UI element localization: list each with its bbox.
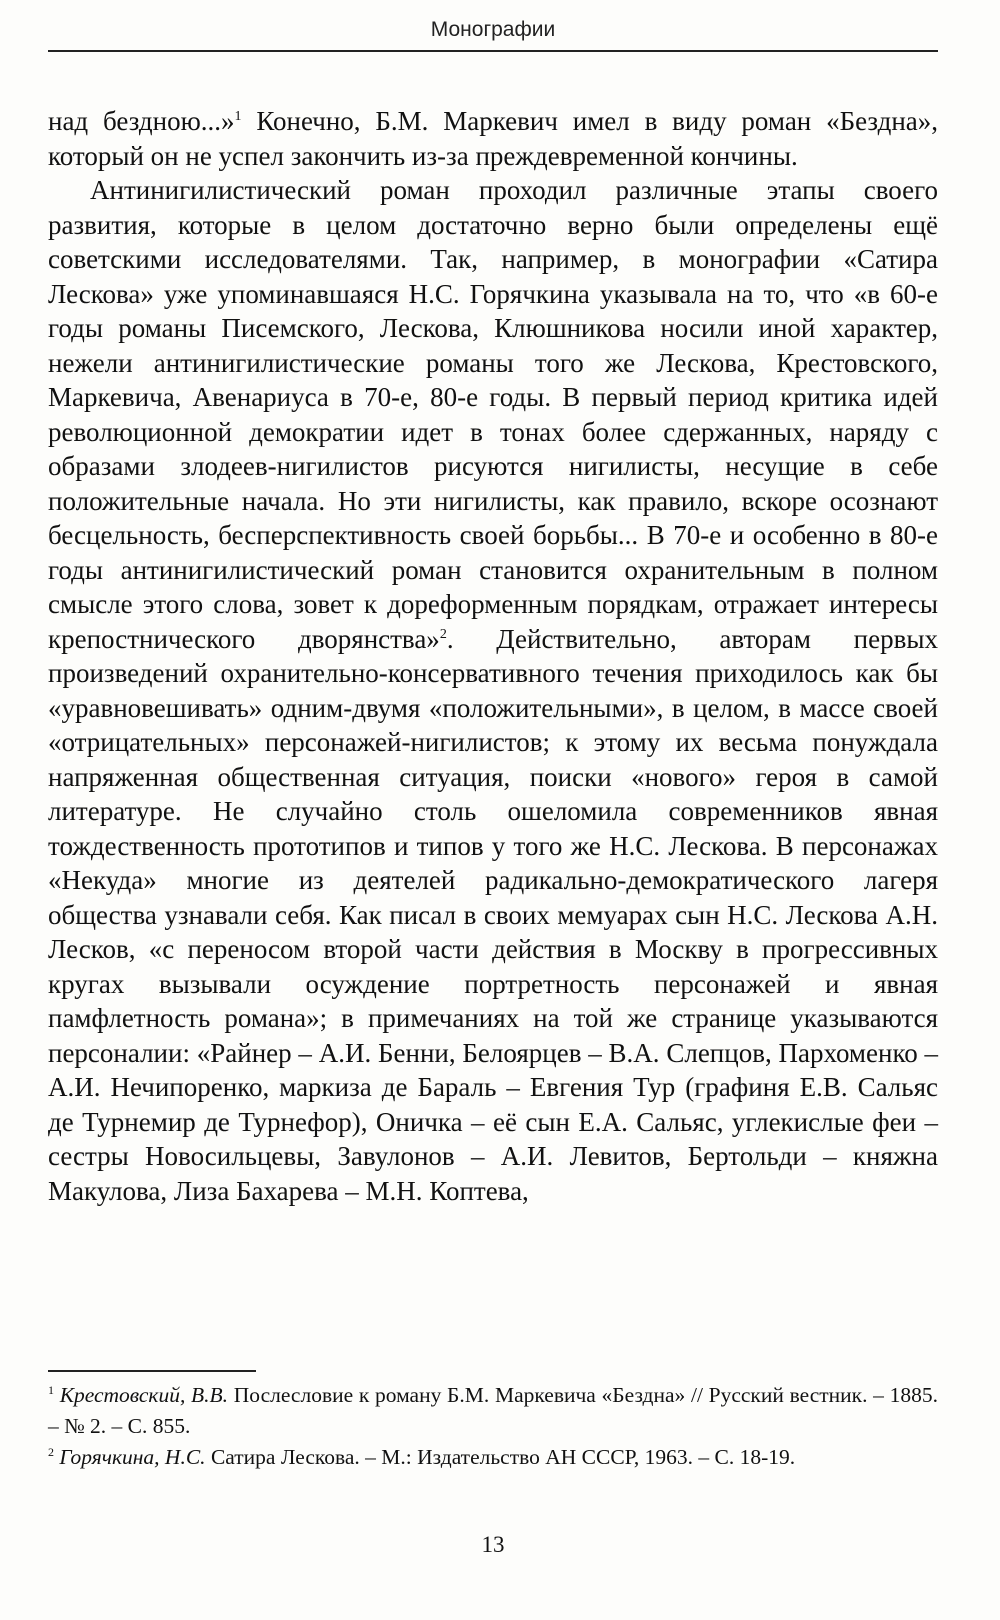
footnote-1: [48, 1380, 938, 1442]
running-header: Монографии: [430, 18, 556, 41]
footnote-2-number: 2: [48, 1445, 54, 1459]
footnote-2-author: Горячкина, Н.С.: [59, 1445, 206, 1469]
footnote-2-text: Сатира Лескова. – М.: Издательство АН СССР, 1963. – С. 18-19.: [205, 1445, 796, 1469]
main-text: [48, 104, 938, 1208]
page-number: 13: [481, 1532, 505, 1557]
footnote-rule: [48, 1370, 256, 1372]
footnote-2: [48, 1442, 938, 1473]
paragraph-1-text-a: над безднoю...»: [48, 106, 235, 136]
header-rule: [48, 50, 938, 52]
footnote-1-number: 1: [48, 1383, 54, 1397]
paragraph-2-text-a: Антинигилистический роман проходил различные этапы своего развития, которые в целом достаточно верно были определены ещё советскими исследователями. Так, например, в монографии «Сатира Лескова» уже упоминавшаяся Н.С. Горячкина указывала на то, что «в 60-е годы романы Писемского, Лескова, Клюшникова носили иной характер, нежели антинигилистические романы того же Лескова, Крестовского, Маркевича, Авенариуса в 70-е, 80-е годы. В первый период критика идей революционной демократии идет в тонах более сдержанных, наряду с образами злодеев-нигилистов рисуются нигилисты, несущие в себе положительные начала. Но эти нигилисты, как правило, вскоре осознают бесцельность, бесперспективность своей борьбы... В 70-е и особенно в 80-е годы антинигилистический роман становится охранительным в полном смысле этого слова, зовет к дореформенным порядкам, отражает интересы крепостнического дворянства»: [48, 175, 938, 654]
paragraph-2-text-b: . Действительно, авторам первых произведений охранительно-консервативного течения приходилось как бы «уравновешивать» одним-двумя «положительными», в целом, в массе своей «отрицательных» персонажей-нигилистов; к этому их весьма понуждала напряженная общественная ситуация, поиски «нового» героя в самой литературе. Не случайно столь ошеломила современников явная тождественность прототипов и типов у того же Н.С. Лескова. В персонажах «Некуда» многие из деятелей радикально-демократического лагеря общества узнавали себя. Как писал в своих мемуарах сын Н.С. Лескова А.Н. Лесков, «с переносом второй части действия в Москву в прогрессивных кругах вызывали осуждение портретность персонажей и явная памфлетность романа»; в примечаниях на той же странице указываются персоналии: «Райнер – А.И. Бенни, Белоярцев – В.А. Слепцов, Пархоменко – А.И. Нечипоренко, маркиза де Бараль – Евгения Тур (графиня Е.В. Сальяс де Турнемир де Турнефор), Оничка – её сын Е.А. Сальяс, углекислые феи – сестры Новосильцевы, Завулонов – А.И. Левитов, Бертольди – княжна Макулова, Лиза Бахарева – М.Н. Коптева,: [48, 623, 938, 1206]
footnote-1-author: Крестовский, В.В.: [59, 1383, 229, 1407]
paragraph-1-text-b: Конечно, Б.М. Маркевич имел в виду роман «Бездна», который он не успел закончить из-за преждевременной кончины.: [48, 106, 939, 171]
book-page: [48, 0, 938, 1620]
footnotes: [48, 1380, 938, 1473]
footnote-ref-1: 1: [234, 109, 242, 124]
footnote-ref-2: 2: [439, 626, 447, 642]
paragraph-2: [48, 173, 938, 1208]
footnote-1-text: Послесловие к роману Б.М. Маркевича «Бездна» // Русский вестник. – 1885. – № 2. – С. 855.: [48, 1383, 938, 1438]
paragraph-1: [48, 104, 938, 173]
